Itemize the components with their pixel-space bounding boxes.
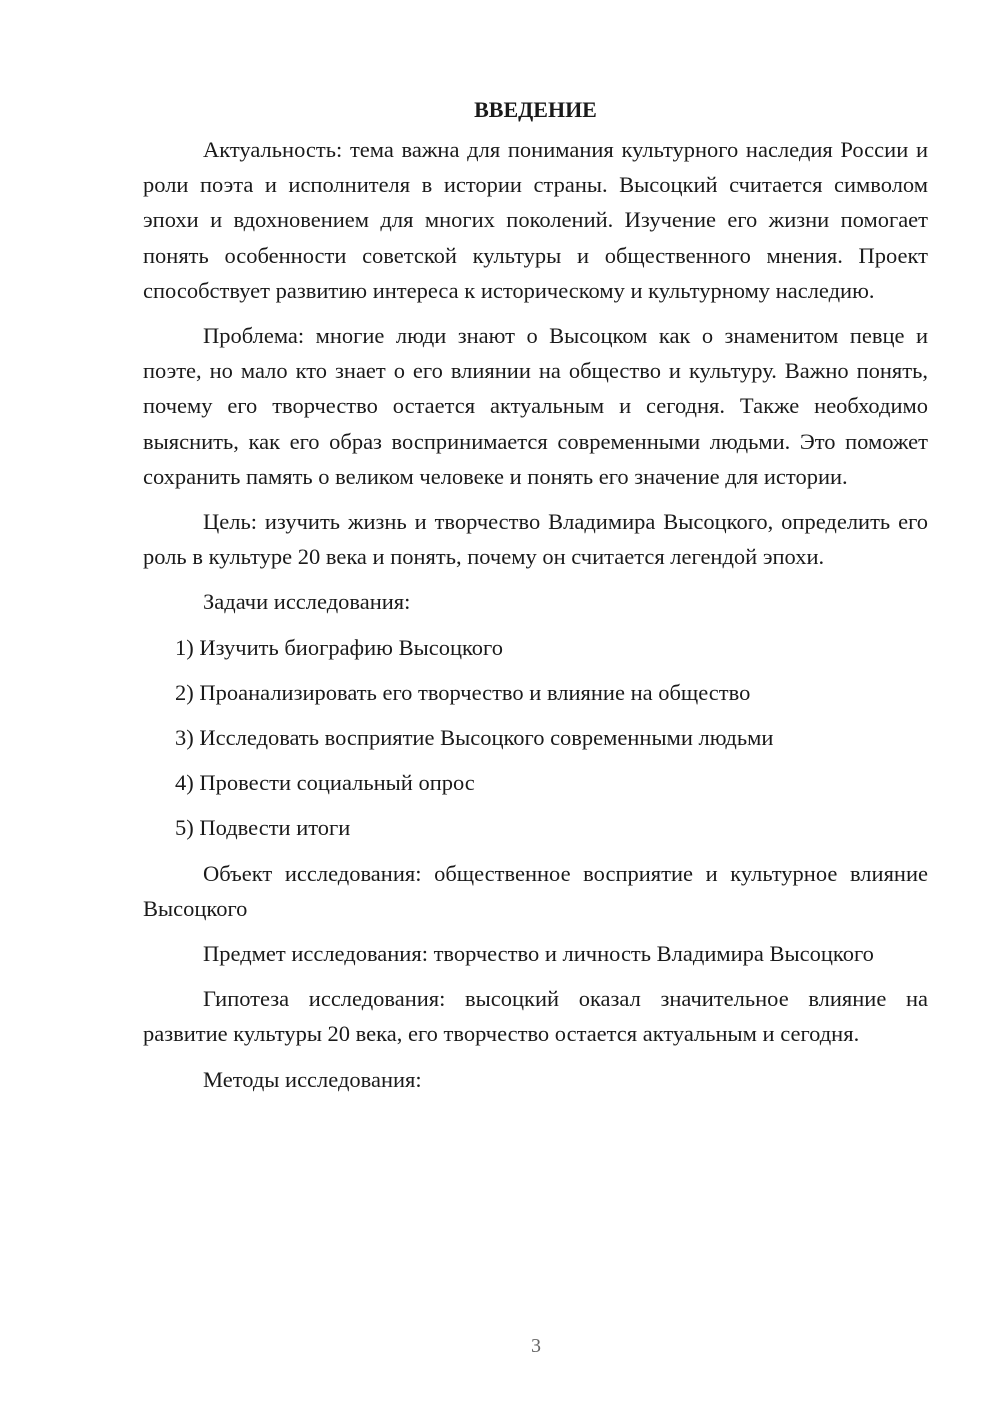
hypothesis-paragraph: Гипотеза исследования: высоцкий оказал значительное влияние на развитие культуры 20 века, его творчество остается актуальным и сегодня. [143,986,928,1047]
list-item: 3) Исследовать восприятие Высоцкого современными людьми [175,725,774,751]
goal-paragraph: Цель: изучить жизнь и творчество Владимира Высоцкого, определить его роль в культуре 20 века и понять, почему он считается легендой эпохи. [143,509,928,570]
section-heading: ВВЕДЕНИЕ [474,97,597,122]
list-item: 2) Проанализировать его творчество и влияние на общество [175,679,751,705]
object-paragraph: Объект исследования: общественное восприятие и культурное влияние Высоцкого [143,860,928,921]
page-number: 3 [531,1335,541,1357]
list-item: 5) Подвести итоги [175,815,351,841]
tasks-list [143,630,928,846]
list-item: 1) Изучить биографию Высоцкого [175,634,503,660]
tasks-title: Задачи исследования: [203,589,411,615]
problem-paragraph: Проблема: многие люди знают о Высоцком как о знаменитом певце и поэте, но мало кто знает о его влиянии на общество и культуру. Важно понять, почему его творчество остается актуальным и сегодня. Также необходимо выяснить, как его образ воспринимается современными людьми. Это поможет сохранить память о великом человеке и понять его значение для истории. [143,323,928,489]
document-page [143,92,928,1107]
subject-paragraph: Предмет исследования: творчество и личность Владимира Высоцкого [203,941,874,967]
relevance-paragraph: Актуальность: тема важна для понимания культурного наследия России и роли поэта и исполнителя в истории страны. Высоцкий считается символом эпохи и вдохновением для многих поколений. Изучение его жизни помогает понять особенности советской культуры и общественного мнения. Проект способствует развитию интереса к историческому и культурному наследию. [143,137,928,303]
list-item: 4) Провести социальный опрос [175,770,475,796]
methods-title: Методы исследования: [203,1066,422,1092]
